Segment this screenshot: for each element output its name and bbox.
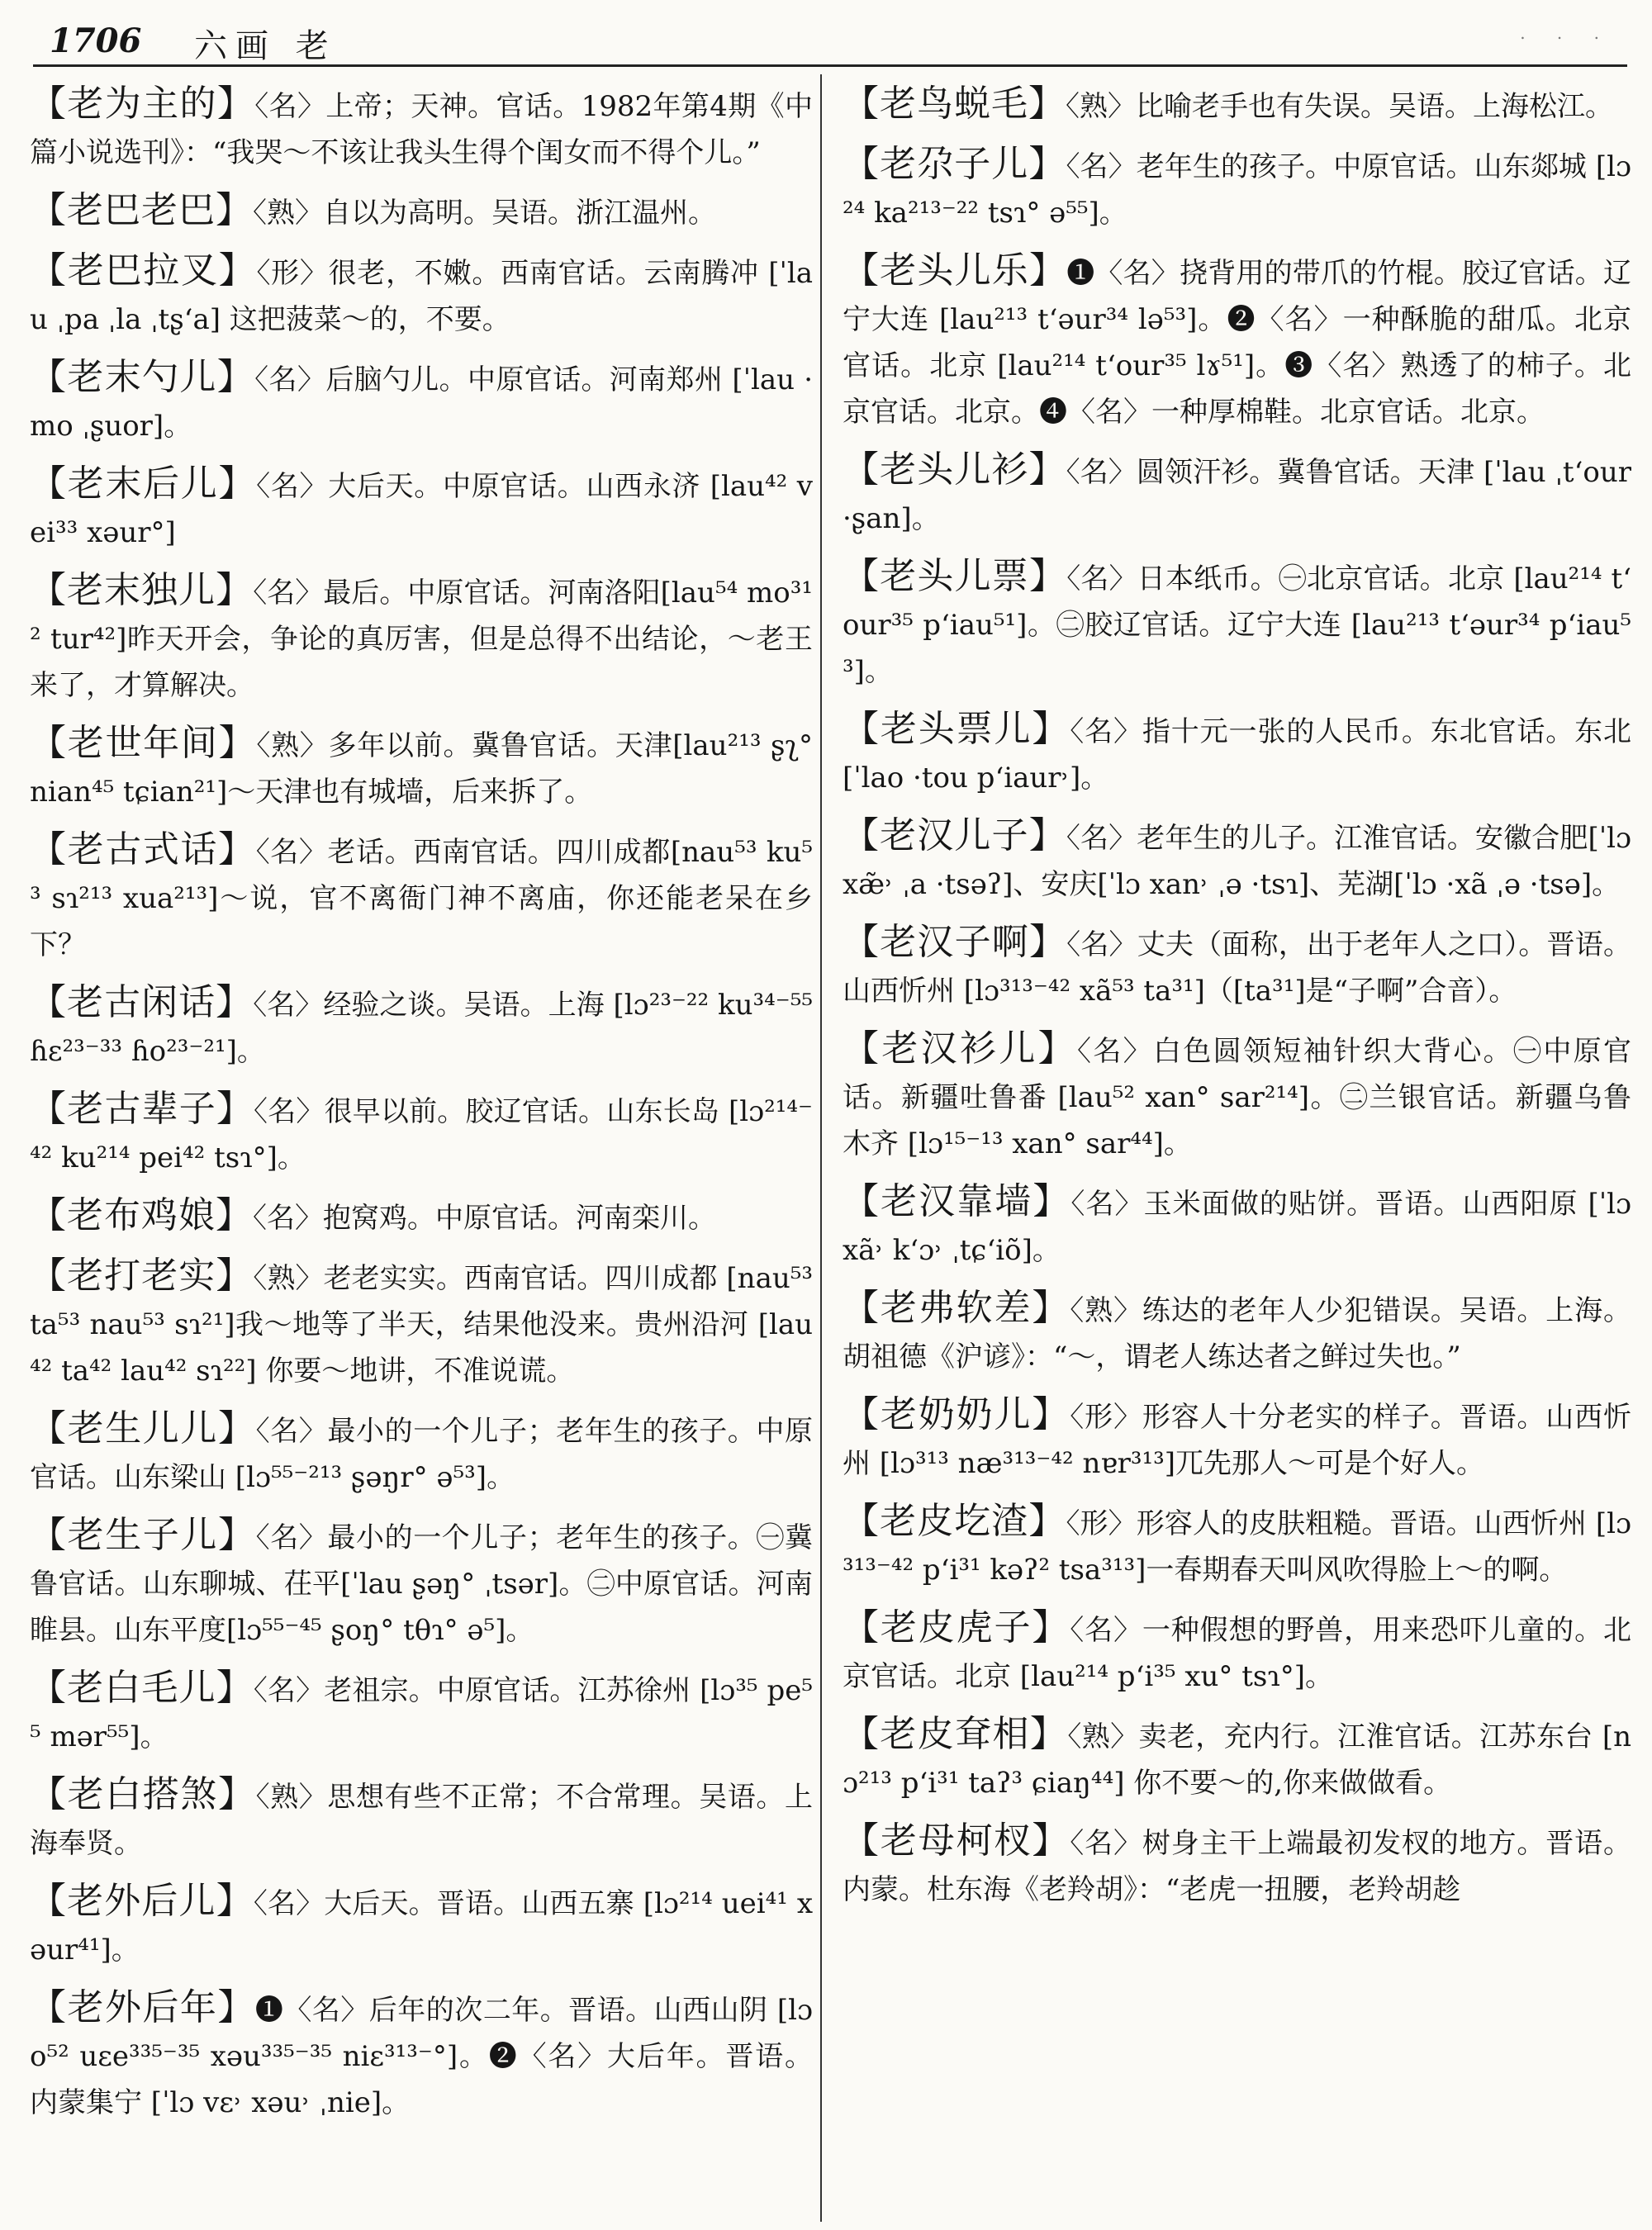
- header-rule: [33, 64, 1627, 67]
- entry-headword: 【老母柯杈】: [843, 1820, 1070, 1862]
- dictionary-entry: [30, 1985, 813, 2126]
- dictionary-entry: [30, 1406, 813, 1501]
- dictionary-entry: [843, 1179, 1631, 1274]
- dictionary-entry: [843, 813, 1631, 908]
- page-header: [41, 15, 1619, 63]
- entry-definition: 〈名〉很早以前。胶辽官话。山东长岛 [lɔ²¹⁴⁻⁴² ku²¹⁴ pei⁴² tsɿ°]。: [30, 1095, 813, 1174]
- entry-headword: 【老古辈子】: [30, 1088, 254, 1130]
- column-divider: [820, 74, 822, 2222]
- dictionary-entry: [843, 81, 1631, 130]
- entry-headword: 【老布鸡娘】: [30, 1194, 253, 1236]
- dictionary-entry: [30, 1878, 813, 1973]
- entry-definition: 〈形〉形容人的皮肤粗糙。晋语。山西忻州 [lɔ³¹³⁻⁴² pʻi³¹ kəʔ² tsa³¹³]一春期春天叫风吹得脸上～的啊。: [843, 1507, 1631, 1587]
- entry-headword: 【老皮虎子】: [843, 1606, 1070, 1649]
- entry-definition: 〈熟〉卖老，充内行。江淮官话。江苏东台 [nɔ²¹³ pʻi³¹ taʔ³ ɕiaŋ⁴⁴] 你不要～的,你来做做看。: [843, 1720, 1632, 1800]
- dictionary-entry: [30, 980, 813, 1075]
- entry-definition: 〈名〉指十元一张的人民币。东北官话。东北[ˈlao ·tou pʻiaur˒]。: [843, 715, 1631, 795]
- entry-headword: 【老外后儿】: [30, 1880, 254, 1922]
- dictionary-entry: [843, 141, 1631, 236]
- dictionary-entry: [30, 567, 813, 709]
- entry-headword: 【老世年间】: [30, 722, 257, 764]
- entry-headword: 【老巴拉叉】: [30, 249, 257, 292]
- entry-headword: 【老生儿儿】: [30, 1407, 256, 1450]
- dictionary-entry: [843, 1498, 1631, 1593]
- dictionary-entry: [30, 461, 813, 556]
- entry-definition: 〈名〉树身主干上端最初发杈的地方。晋语。内蒙。杜东海《老羚胡》：“老虎一扭腰，老羚胡趁: [843, 1827, 1631, 1906]
- entry-definition: 〈名〉经验之谈。吴语。上海 [lɔ²³⁻²² ku³⁴⁻⁵⁵ ɦɛ²³⁻³³ ɦo²³⁻²¹]。: [30, 989, 813, 1068]
- entry-headword: 【老尕子儿】: [843, 143, 1066, 185]
- entry-headword: 【老为主的】: [30, 83, 255, 125]
- entry-headword: 【老头票儿】: [843, 708, 1070, 750]
- entry-headword: 【老弗软差】: [843, 1287, 1070, 1329]
- dictionary-entry: [30, 1512, 813, 1654]
- entry-definition: 〈形〉形容人十分老实的样子。晋语。山西忻州 [lɔ³¹³ næ³¹³⁻⁴² nɐr³¹³]兀先那人～可是个好人。: [843, 1401, 1631, 1480]
- entry-definition: 〈形〉很老，不嫩。西南官话。云南腾冲 [ˈlau ˌpa ˌla ˌtʂʻa] 这把菠菜～的，不要。: [30, 257, 814, 336]
- entry-definition: 〈熟〉自以为高明。吴语。浙江温州。: [253, 197, 716, 230]
- entry-definition: 〈名〉最小的一个儿子；老年生的孩子。中原官话。山东梁山 [lɔ⁵⁵⁻²¹³ ʂəŋr° ə⁵³]。: [30, 1415, 814, 1494]
- entry-headword: 【老汉衫儿】: [843, 1027, 1077, 1070]
- dictionary-entry: [843, 1818, 1631, 1913]
- entry-definition: 〈名〉最小的一个儿子；老年生的孩子。㊀冀鲁官话。山东聊城、茌平[ˈlau ʂəŋ° ˌtsər]。㊁中原官话。河南睢县。山东平度[lɔ⁵⁵⁻⁴⁵ ʂoŋ° tθɿ° ə⁵]。: [30, 1521, 814, 1647]
- entry-headword: 【老头儿票】: [843, 555, 1067, 597]
- entry-headword: 【老皮耷相】: [843, 1713, 1068, 1755]
- dictionary-entry: [30, 248, 813, 343]
- dictionary-entry: [843, 248, 1631, 435]
- left-column: [30, 81, 813, 2137]
- entry-definition: 〈熟〉比喻老手也有失误。吴语。上海松江。: [1066, 90, 1613, 123]
- dictionary-entry: [843, 1285, 1631, 1380]
- dictionary-entry: [30, 1253, 813, 1394]
- page-number: 1706: [50, 21, 142, 60]
- entry-definition: 〈名〉一种假想的野兽，用来恐吓儿童的。北京官话。北京 [lau²¹⁴ pʻi³⁵ xu° tsɿ°]。: [843, 1614, 1631, 1693]
- right-column: [843, 81, 1631, 1924]
- entry-definition: 〈名〉丈夫（面称，出于老年人之口）。晋语。山西忻州 [lɔ³¹³⁻⁴² xã⁵³ ta³¹]（[ta³¹]是“子啊”合音）。: [843, 928, 1632, 1008]
- dictionary-entry: [843, 1392, 1631, 1487]
- entry-headword: 【老白毛儿】: [30, 1667, 254, 1709]
- dictionary-entry: [843, 919, 1631, 1014]
- entry-definition: 〈熟〉多年以前。冀鲁官话。天津[lau²¹³ ʂʅ° nian⁴⁵ tɕian²¹]～天津也有城墙，后来拆了。: [30, 729, 813, 809]
- entry-definition: ❶〈名〉挠背用的带爪的竹棍。胶辽官话。辽宁大连 [lau²¹³ tʻəur³⁴ lə⁵³]。❷〈名〉一种酥脆的甜瓜。北京官话。北京 [lau²¹⁴ tʻour³⁵ lɤ⁵¹]。❸〈名〉熟透了的柿子。北京官话。北京。❹〈名〉一种厚棉鞋。北京官话。北京。: [843, 257, 1632, 429]
- entry-definition: 〈名〉白色圆领短袖针织大背心。㊀中原官话。新疆吐鲁番 [lau⁵² xan° sar²¹⁴]。㊁兰银官话。新疆乌鲁木齐 [lɔ¹⁵⁻¹³ xan° sar⁴⁴]。: [843, 1035, 1631, 1160]
- entry-headword: 【老巴老巴】: [30, 189, 253, 231]
- dictionary-entry: [30, 827, 813, 968]
- entry-headword: 【老古式话】: [30, 828, 256, 871]
- entry-headword: 【老头儿衫】: [843, 448, 1066, 491]
- running-head: 六画 老: [194, 27, 337, 65]
- entry-headword: 【老皮圪渣】: [843, 1500, 1066, 1542]
- entry-definition: 〈熟〉思想有些不正常；不合常理。吴语。上海奉贤。: [30, 1781, 814, 1860]
- entry-definition: 〈名〉老话。西南官话。四川成都[nau⁵³ ku⁵³ sɿ²¹³ xua²¹³]～说，官不离衙门神不离庙，你还能老呆在乡下？: [30, 836, 814, 961]
- dictionary-entry: [30, 1193, 813, 1241]
- entry-definition: 〈名〉最后。中原官话。河南洛阳[lau⁵⁴ mo³¹² tur⁴²]昨天开会，争论的真厉害，但是总得不出结论，～老王来了，才算解决。: [30, 576, 814, 702]
- entry-definition: 〈名〉日本纸币。㊀北京官话。北京 [lau²¹⁴ tʻour³⁵ pʻiau⁵¹]。㊁胶辽官话。辽宁大连 [lau²¹³ tʻəur³⁴ pʻiau⁵³]。: [843, 562, 1632, 688]
- entry-headword: 【老外后年】: [30, 1986, 255, 2028]
- dictionary-entry: [843, 447, 1631, 542]
- entry-headword: 【老鸟蜕毛】: [843, 83, 1066, 125]
- dictionary-entry: [30, 1772, 813, 1867]
- entry-definition: 〈名〉后脑勺儿。中原官话。河南郑州 [ˈlau ·mo ˌʂuor]。: [30, 363, 814, 443]
- entry-definition: 〈名〉老年生的孩子。中原官话。山东郯城 [lɔ²⁴ ka²¹³⁻²² tsɿ° ə⁵⁵]。: [843, 150, 1631, 230]
- entry-headword: 【老奶奶儿】: [843, 1393, 1070, 1435]
- entry-definition: 〈名〉大后天。中原官话。山西永济 [lau⁴² vei³³ xəur°]: [30, 470, 814, 549]
- entry-definition: 〈熟〉老老实实。西南官话。四川成都 [nau⁵³ ta⁵³ nau⁵³ sɿ²¹]我～地等了半天，结果他没来。贵州沿河 [lau⁴² ta⁴² lau⁴² sɿ²²] 你要～地讲，不准说谎。: [30, 1262, 813, 1388]
- entry-headword: 【老打老实】: [30, 1255, 254, 1297]
- entry-definition: 〈名〉玉米面做的贴饼。晋语。山西阳原 [ˈlɔ xã˒ kʻɔ˒ ˌtɕʻiõ]。: [843, 1188, 1631, 1267]
- dictionary-entry: [30, 720, 813, 815]
- header-marks: . . .: [1520, 23, 1612, 43]
- dictionary-entry: [843, 706, 1631, 801]
- dictionary-entry: [843, 1026, 1631, 1167]
- entry-definition: 〈名〉上帝；天神。官话。1982年第4期《中篇小说选刊》：“我哭～不该让我头生得个闺女而不得个儿。”: [30, 90, 813, 169]
- entry-definition: 〈名〉大后天。晋语。山西五寨 [lɔ²¹⁴ uei⁴¹ xəur⁴¹]。: [30, 1887, 813, 1967]
- entry-headword: 【老古闲话】: [30, 981, 254, 1023]
- entry-definition: ❶〈名〉后年的次二年。晋语。山西山阴 [lɔo⁵² uɛe³³⁵⁻³⁵ xəu³³⁵⁻³⁵ niɛ³¹³⁻°]。❷〈名〉大后年。晋语。内蒙集宁 [ˈlɔ vɛ˒ xəu˒ ˌnie]。: [30, 1994, 813, 2119]
- dictionary-entry: [30, 354, 813, 449]
- entry-headword: 【老白搭煞】: [30, 1773, 256, 1815]
- dictionary-entry: [30, 1665, 813, 1760]
- entry-headword: 【老汉儿子】: [843, 814, 1066, 856]
- entry-headword: 【老末后儿】: [30, 463, 257, 505]
- dictionary-entry: [30, 187, 813, 236]
- entry-headword: 【老生子儿】: [30, 1514, 256, 1556]
- entry-definition: 〈名〉抱窝鸡。中原官话。河南栾川。: [253, 1202, 716, 1235]
- entry-definition: 〈名〉老祖宗。中原官话。江苏徐州 [lɔ³⁵ pe⁵⁵ mər⁵⁵]。: [30, 1674, 813, 1753]
- entry-definition: 〈名〉老年生的儿子。江淮官话。安徽合肥[ˈlɔ xæ̃˒ ˌa ·tsəʔ]、安庆[ˈlɔ xan˒ ˌə ·tsɿ]、芜湖[ˈlɔ ·xã ˌə ·tsə]。: [843, 822, 1632, 901]
- entry-headword: 【老末独儿】: [30, 569, 254, 611]
- entry-definition: 〈名〉圆领汗衫。冀鲁官话。天津 [ˈlau ˌtʻour ·ʂan]。: [843, 456, 1632, 535]
- entry-headword: 【老头儿乐】: [843, 249, 1067, 292]
- entry-headword: 【老末勺儿】: [30, 356, 255, 398]
- entry-definition: 〈熟〉练达的老年人少犯错误。吴语。上海。胡祖德《沪谚》：“～，谓老人练达者之鲜过失也。”: [843, 1294, 1631, 1374]
- entry-headword: 【老汉子啊】: [843, 921, 1067, 963]
- dictionary-entry: [843, 1605, 1631, 1700]
- dictionary-entry: [30, 1086, 813, 1181]
- entry-headword: 【老汉靠墙】: [843, 1180, 1071, 1222]
- dictionary-entry: [843, 1711, 1631, 1806]
- dictionary-entry: [30, 81, 813, 176]
- dictionary-entry: [843, 553, 1631, 695]
